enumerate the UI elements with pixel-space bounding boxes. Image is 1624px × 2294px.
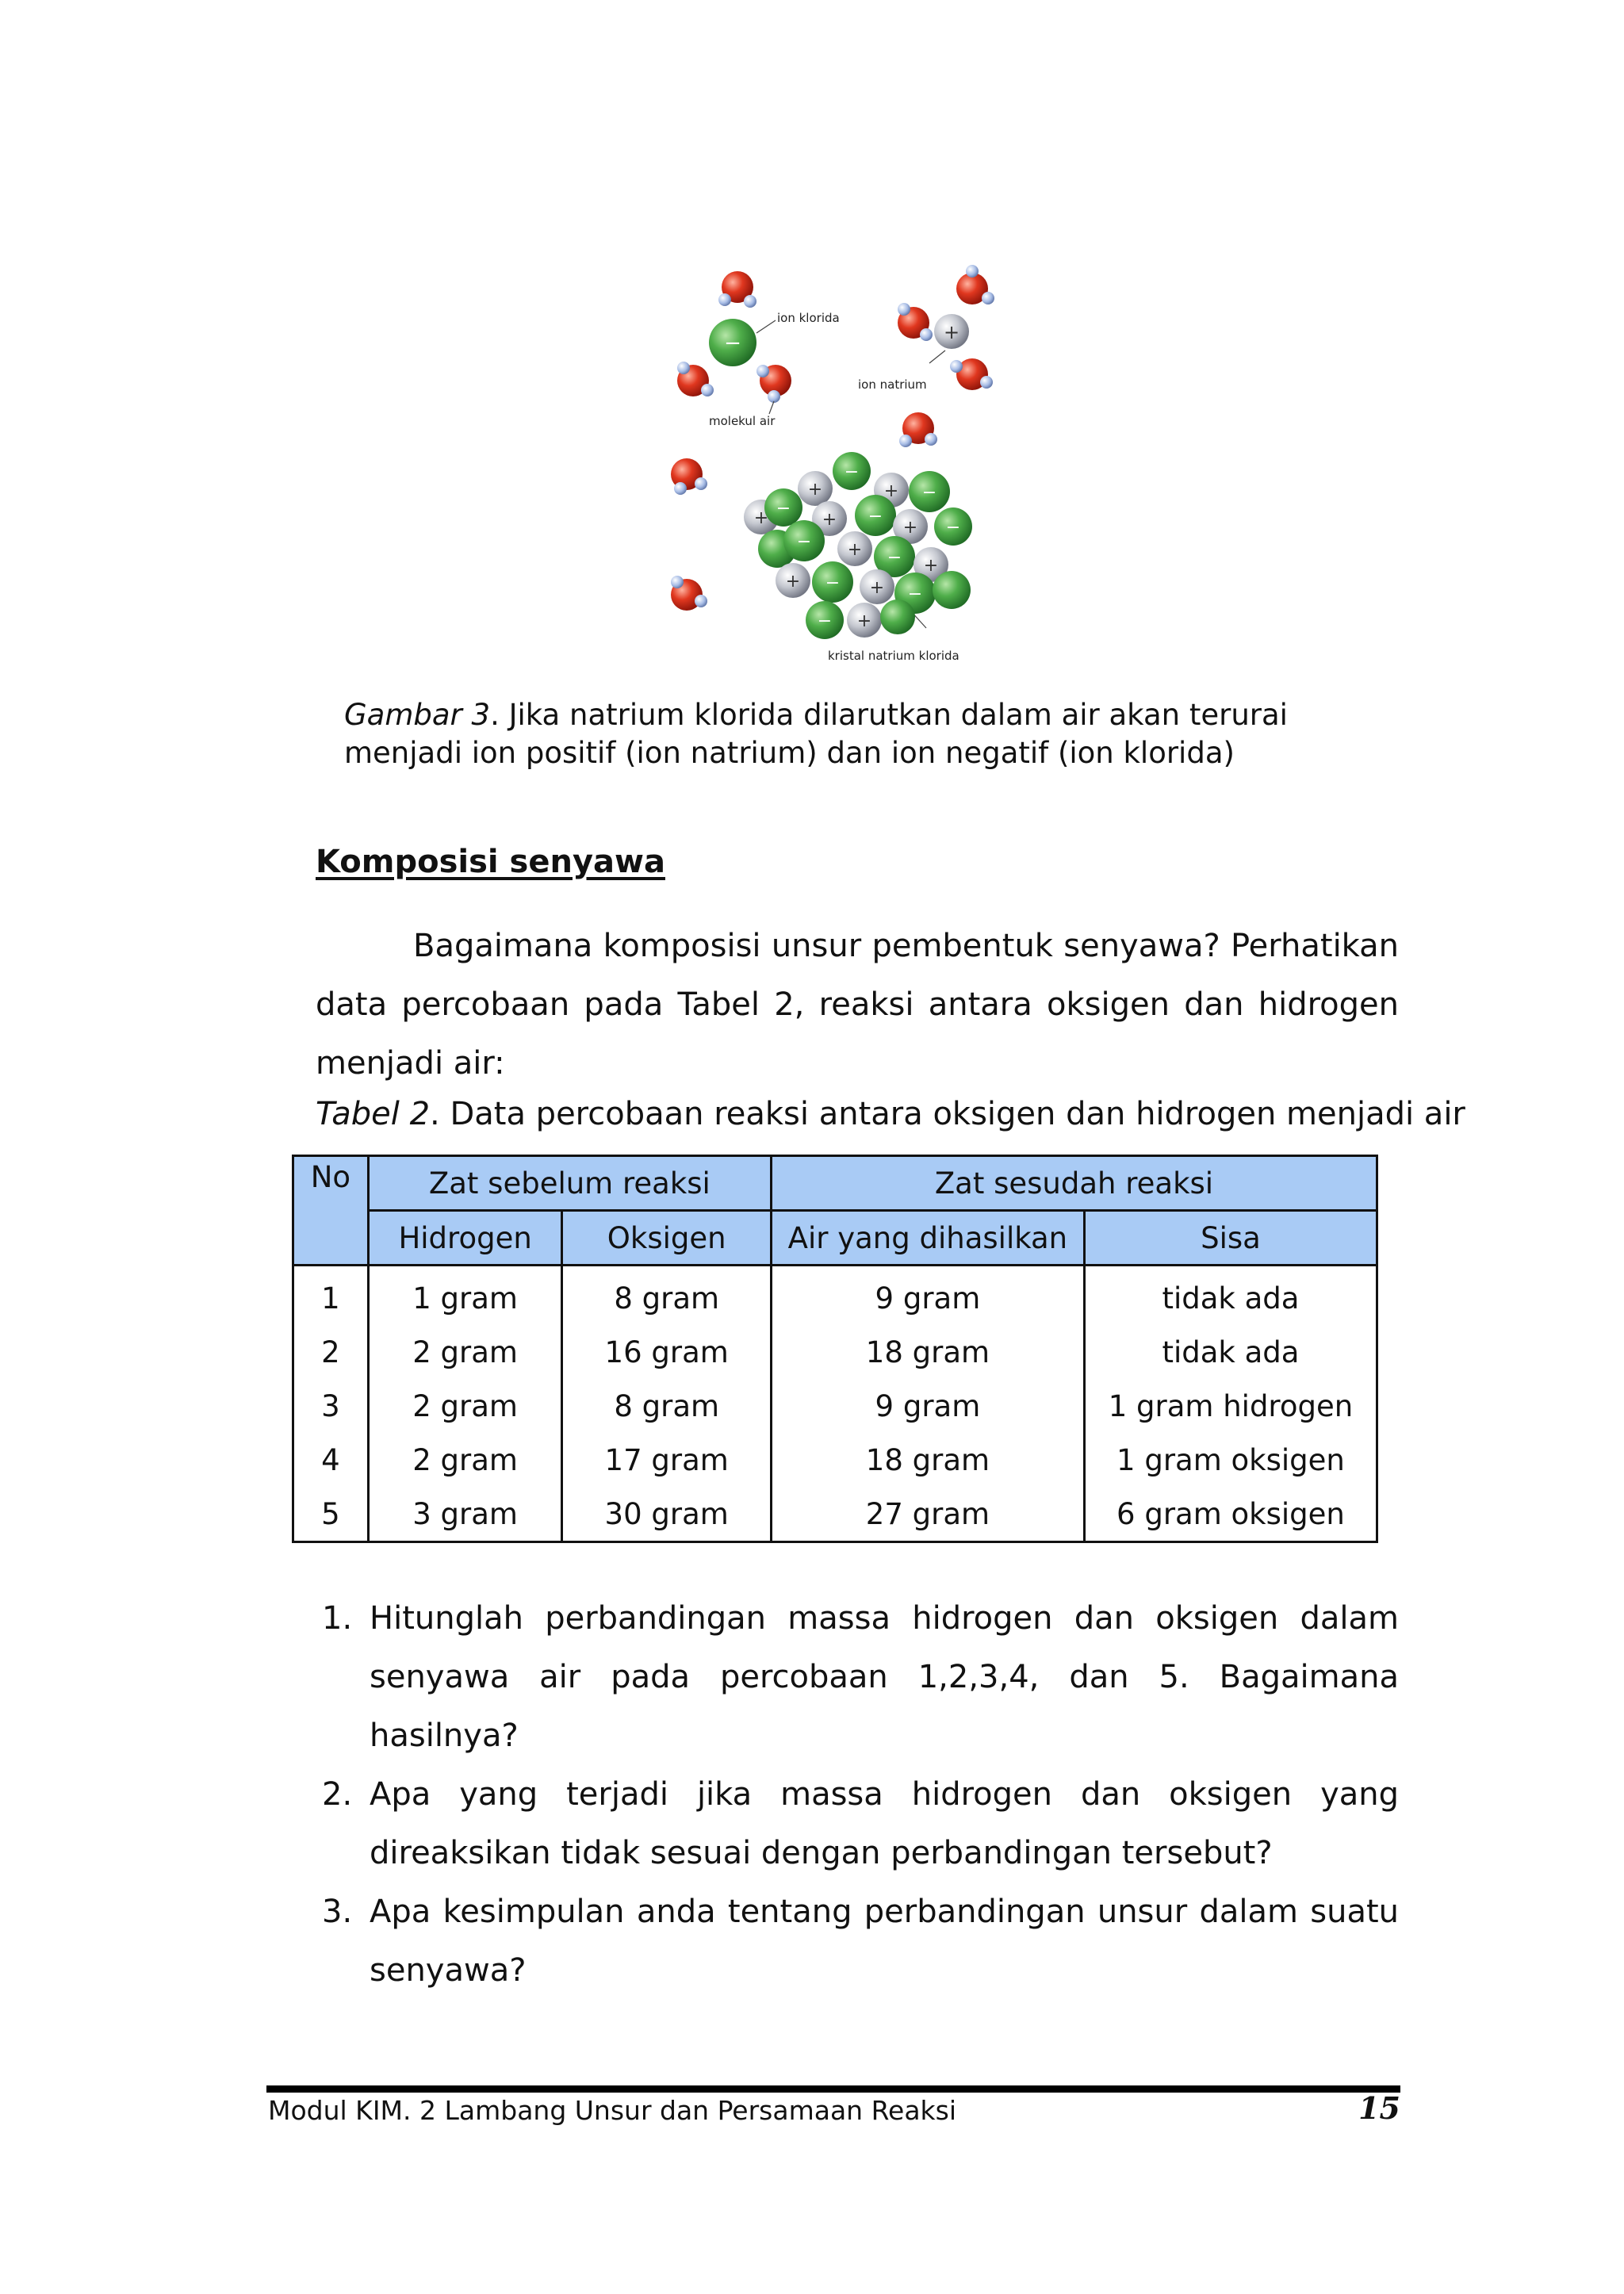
footer-divider: [266, 2085, 1400, 2093]
cell-oksigen: 30 gram: [562, 1487, 771, 1542]
table-row: [293, 1487, 1377, 1542]
table-title: [316, 1096, 1465, 1132]
cell-sisa: 1 gram hidrogen: [1084, 1379, 1377, 1433]
figure-caption-lead: Gambar 3: [344, 698, 491, 732]
cell-no: 5: [293, 1487, 369, 1542]
footer-module-title: Modul KIM. 2 Lambang Unsur dan Persamaan Reaksi: [268, 2095, 957, 2126]
svg-text:+: +: [883, 481, 899, 501]
question-number: 2.: [322, 1776, 353, 1813]
table-row: [293, 1266, 1377, 1326]
figure-caption-text: . Jika natrium klorida dilarutkan dalam air akan terurai menjadi ion positif (ion natrium) dan ion negatif (ion klorida): [344, 698, 1288, 770]
question-text: Apa yang terjadi jika massa hidrogen dan oksigen yang direaksikan tidak sesuai dengan perbandingan tersebut?: [370, 1776, 1399, 1871]
cell-air: 18 gram: [771, 1325, 1084, 1379]
cell-oksigen: 8 gram: [562, 1379, 771, 1433]
svg-text:−: −: [921, 483, 937, 503]
data-table: [292, 1155, 1378, 1543]
cell-hidrogen: 2 gram: [368, 1433, 562, 1487]
label-kristal-natrium-klorida: kristal natrium klorida: [828, 649, 959, 663]
cell-no: 3: [293, 1379, 369, 1433]
table-row: [293, 1379, 1377, 1433]
figure-caption: [344, 696, 1399, 772]
nacl-illustration: [657, 216, 1015, 679]
header-hidrogen: Hidrogen: [368, 1211, 562, 1266]
svg-text:−: −: [825, 573, 841, 593]
question-number: 1.: [322, 1600, 353, 1637]
svg-text:−: −: [796, 532, 812, 552]
table-row: [293, 1433, 1377, 1487]
cell-sisa: tidak ada: [1084, 1325, 1377, 1379]
cell-no: 1: [293, 1266, 369, 1326]
header-group-before: Zat sebelum reaksi: [368, 1156, 771, 1211]
cell-hidrogen: 3 gram: [368, 1487, 562, 1542]
svg-text:+: +: [847, 540, 863, 560]
cell-hidrogen: 2 gram: [368, 1379, 562, 1433]
svg-text:+: +: [902, 518, 918, 538]
svg-text:−: −: [887, 548, 902, 568]
svg-text:+: +: [869, 578, 885, 598]
list-item: [316, 1882, 1399, 2000]
section-heading: Komposisi senyawa: [316, 844, 665, 880]
cell-oksigen: 17 gram: [562, 1433, 771, 1487]
label-molekul-air: molekul air: [709, 414, 776, 428]
cell-no: 2: [293, 1325, 369, 1379]
chloride-ion: [709, 319, 756, 366]
page-number: 15: [1358, 2090, 1400, 2126]
question-number: 3.: [322, 1894, 353, 1930]
cell-hidrogen: 1 gram: [368, 1266, 562, 1326]
cell-no: 4: [293, 1433, 369, 1487]
question-text: Apa kesimpulan anda tentang perbandingan unsur dalam suatu senyawa?: [370, 1894, 1399, 1989]
table-row: [293, 1325, 1377, 1379]
figure-nacl-dissolution: [657, 216, 1015, 679]
label-ion-natrium: ion natrium: [858, 377, 927, 392]
list-item: [316, 1765, 1399, 1882]
table-title-text: . Data percobaan reaksi antara oksigen dan hidrogen menjadi air: [430, 1096, 1465, 1132]
label-ion-klorida: ion klorida: [777, 311, 840, 325]
svg-text:+: +: [822, 510, 837, 530]
svg-text:+: +: [785, 572, 801, 592]
svg-text:+: +: [807, 480, 823, 500]
svg-text:−: −: [724, 331, 741, 355]
svg-text:+: +: [943, 321, 960, 343]
table-title-lead: Tabel 2: [316, 1096, 431, 1132]
cell-sisa: 1 gram oksigen: [1084, 1433, 1377, 1487]
header-air: Air yang dihasilkan: [771, 1211, 1084, 1266]
svg-text:+: +: [753, 508, 769, 528]
question-text: Hitunglah perbandingan massa hidrogen dan oksigen dalam senyawa air pada percobaan 1,2,3,4, dan 5. Bagaimana hasilnya?: [370, 1600, 1399, 1754]
svg-text:−: −: [945, 518, 961, 538]
cell-air: 9 gram: [771, 1379, 1084, 1433]
cell-sisa: 6 gram oksigen: [1084, 1487, 1377, 1542]
svg-text:−: −: [817, 611, 833, 631]
svg-text:+: +: [923, 556, 939, 576]
sodium-ion: [934, 314, 969, 349]
cell-oksigen: 8 gram: [562, 1266, 771, 1326]
cell-sisa: tidak ada: [1084, 1266, 1377, 1326]
cell-hidrogen: 2 gram: [368, 1325, 562, 1379]
cell-air: 9 gram: [771, 1266, 1084, 1326]
cell-oksigen: 16 gram: [562, 1325, 771, 1379]
header-oksigen: Oksigen: [562, 1211, 771, 1266]
header-no: No: [293, 1156, 369, 1266]
cell-air: 27 gram: [771, 1487, 1084, 1542]
cell-air: 18 gram: [771, 1433, 1084, 1487]
svg-text:+: +: [856, 611, 872, 631]
header-sisa: Sisa: [1084, 1211, 1377, 1266]
svg-text:−: −: [907, 584, 923, 604]
list-item: [316, 1589, 1399, 1765]
header-group-after: Zat sesudah reaksi: [771, 1156, 1377, 1211]
svg-text:−: −: [844, 462, 860, 482]
question-list: [316, 1589, 1399, 2000]
svg-text:−: −: [868, 507, 883, 527]
svg-text:−: −: [776, 499, 791, 519]
intro-paragraph: Bagaimana komposisi unsur pembentuk senyawa? Perhatikan data percobaan pada Tabel 2, reaksi antara oksigen dan hidrogen menjadi air:: [316, 928, 1399, 1082]
